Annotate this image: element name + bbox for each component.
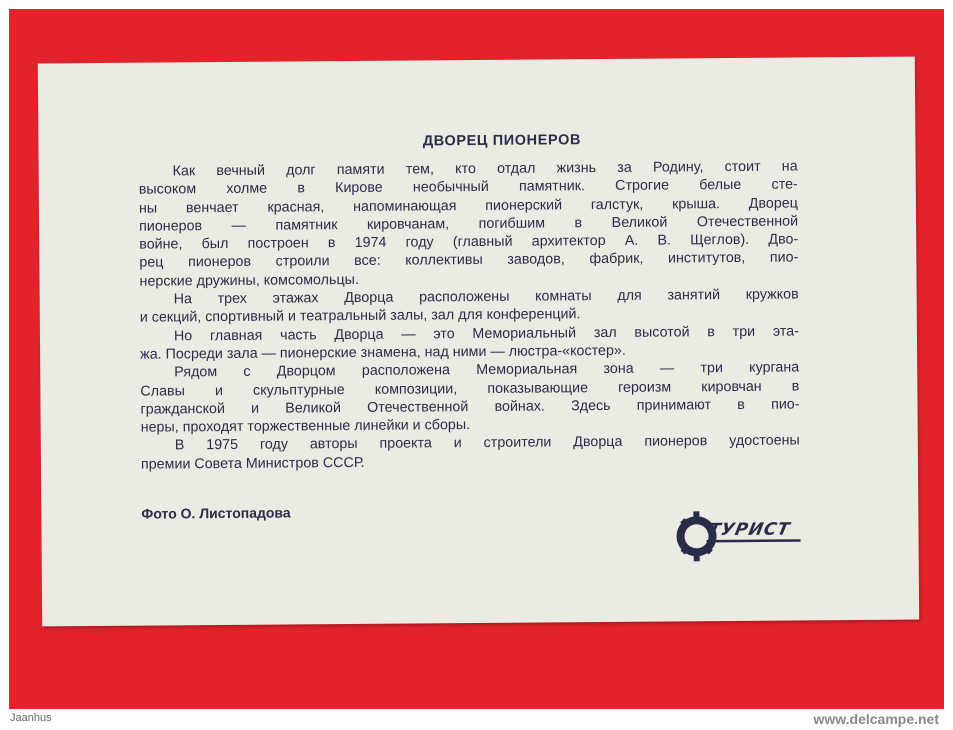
text-line: жа. Посреди зала — пионерские знамена, над ними — люстра-«костер».: [140, 342, 626, 363]
body-text: [139, 157, 800, 473]
text-line: Как вечный долг памяти тем, кто отдал жизнь за Родину, стоит на: [172, 158, 798, 180]
watermark-left: Jaanhus: [10, 712, 52, 724]
text-line: В 1975 году авторы проекта и строители Дворца пионеров удостоены: [174, 432, 800, 454]
text-line: ны венчает красная, напоминающая пионерский галстук, крыша. Дворец: [138, 195, 798, 217]
text-line: и секций, спортивный и театральный залы, зал для конференций.: [139, 306, 581, 327]
postcard-back: [38, 57, 919, 627]
text-line: Славы и скульптурные композиции, показывающие героизм кировчан в: [140, 378, 800, 400]
text-line: Рядом с Дворцом расположена Мемориальная зона — три кургана: [174, 359, 800, 381]
text-line: рец пионеров строили все: коллективы заводов, фабрик, институтов, пио-: [139, 249, 799, 272]
text-line: Но главная часть Дворца — это Мемориальный зал высотой в три эта-: [173, 323, 799, 345]
photo-credit: Фото О. Листопадова: [141, 504, 291, 522]
text-line: премии Совета Министров СССР.: [140, 454, 365, 473]
text-line: войне, был построен в 1974 году (главный архитектор А. В. Щеглов). Дво-: [139, 231, 799, 253]
text-line: На трех этажах Дворца расположены комнаты для занятий кружков: [173, 286, 799, 308]
logo-text: ТУРИСТ: [706, 519, 793, 541]
text-line: неры, проходят торжественные линейки и сборы.: [140, 417, 471, 436]
text-line: нерские дружины, комсомольцы.: [139, 271, 359, 290]
page-title: ДВОРЕЦ ПИОНЕРОВ: [422, 132, 582, 150]
text-line: пионеров — памятник кировчанам, погибшим в Великой Отечественной: [139, 213, 799, 235]
text-line: гражданской и Великой Отечественной войнах. Здесь принимают в пио-: [140, 396, 800, 418]
watermark-right: www.delcampe.net: [813, 711, 939, 727]
tourist-logo: [676, 507, 806, 563]
logo-underline-icon: [705, 537, 805, 552]
text-line: высоком холме в Кирове необычный памятник. Строгие белые сте-: [138, 176, 798, 198]
